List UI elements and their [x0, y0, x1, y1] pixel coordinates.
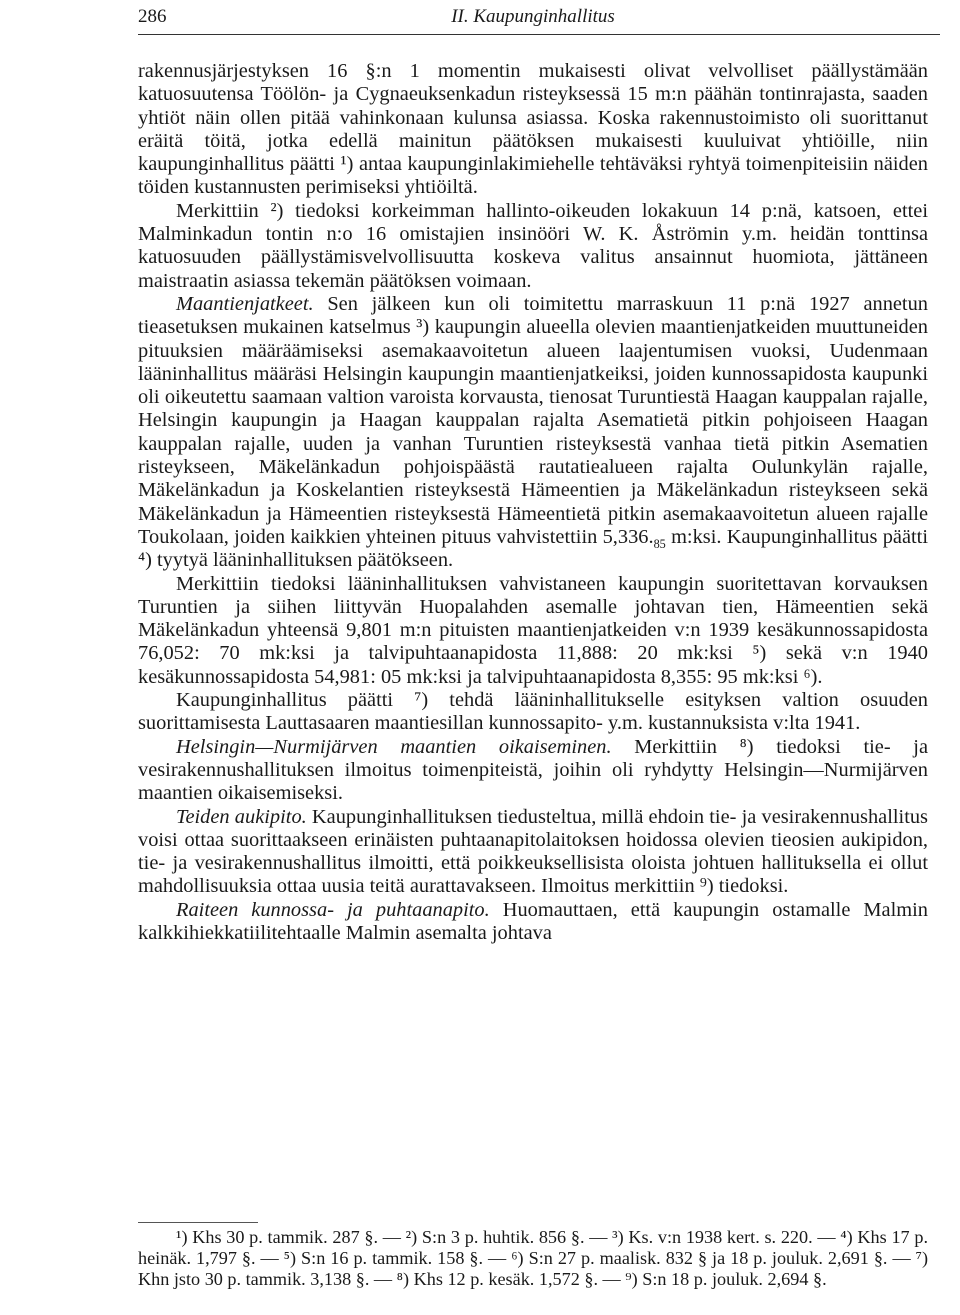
paragraph-text: m:ksi. Kaupunginhallitus päätti ⁴) tyytyä lääninhallituksen päätökseen. [138, 525, 928, 572]
paragraph-6 [138, 736, 928, 806]
paragraph-3 [138, 293, 928, 573]
paragraph-4 [138, 573, 928, 689]
paragraph-2 [138, 200, 928, 293]
paragraph-text: Kaupunginhallitus päätti ⁷) tehdä lääninhallitukselle esityksen valtion osuuden suorittamisesta Lauttasaaren maantiesillan kunnossapito- y.m. kustannuksista v:lta 1941. [138, 689, 928, 735]
paragraph-5 [138, 689, 928, 736]
paragraph-text: Kaupunginhallituksen tiedusteltua, millä ehdoin tie- ja vesirakennushallitus voisi ottaa suorittaakseen erinäisten puhtaanapitolaitoksen hoidossa olevien tieosien aukipidon, tie- ja vesirakennushallitus ilmoitti, että poikkeuksellisista oloista johtuen hallituksella ei ollut mahdollisuuksia ottaa uusia teitä aurattavakseen. Ilmoitus merkittiin ⁹) tiedoksi. [138, 805, 928, 898]
paragraph-text: Sen jälkeen kun oli toimitettu marraskuun 11 p:nä 1927 annetun tieasetuksen mukainen katselmus ³) kaupungin alueella olevien maantienjatkeiden muuttuneiden pituuksien määräämiseksi asemakaavoitetun alueen laajentumisen vuoksi, Uudenmaan lääninhallitus määräsi Helsingin kaupungin maantienjatkeiksi, joiden kunnossapidosta kaupunki oli oikeutettu saamaan valtion varoista korvausta, tienosat Turuntiestä Haagan kauppalan rajalle, Helsingin kaupungin ja Haagan kauppalan rajalta Asematietä pitkin pohjoiseen Haagan kauppalan rajalle, uuden ja vanhan Turuntien risteyksestä vanhaa tietä pitkin Asematien risteykseen, Mäkelänkadun pohjoispäästä rautatiealueen rajalta Oulunkylän rajalle, Mäkelänkadun ja Koskelantien risteyksestä Hämeentien ja Mäkelänkadun risteykseen sekä Mäkelänkadun ja Hämeentien risteyksestä Hämeentietä pitkin asemakaavoitetun alueen rajalle Toukolaan, joiden kaikkien yhteinen pituus vahvistettiin 5,336. [138, 292, 928, 548]
page-header [138, 4, 928, 32]
paragraph-text: Huomauttaen, että kaupungin ostamalle Malmin kalkkihiekkatiilitehtaalle Malmin asemalta johtava [138, 898, 928, 944]
section-lead: Helsingin—Nurmijärven maantien oikaiseminen. [176, 735, 612, 758]
paragraph-text: Merkittiin ²) tiedoksi korkeimman hallinto-oikeuden lokakuun 14 p:nä, katsoen, ettei Malminkadun tontin n:o 16 omistajien insinööri W. K. Åströmin y.m. heidän tonttinsa katuosuuden päällystämisvelvollisuutta koskeva valitus ansainnut huomiota, jättäneen maistraatin asiassa tekemän päätöksen voimaan. [138, 199, 928, 292]
paragraph-8 [138, 899, 928, 946]
page-number: 286 [138, 6, 167, 27]
section-lead: Raiteen kunnossa- ja puhtaanapito. [176, 898, 490, 921]
paragraph-7 [138, 806, 928, 899]
section-lead: Maantienjatkeet. [176, 292, 314, 315]
paragraph-1 [138, 60, 928, 200]
body-text [138, 60, 928, 945]
decimal-subscript: 85 [653, 537, 666, 552]
footnote-text: ¹) Khs 30 p. tammik. 287 §. — ²) S:n 3 p. huhtik. 856 §. — ³) Ks. v:n 1938 kert. s. 220. — ⁴) Khs 17 p. heinäk. 1,797 §. — ⁵) S:n 16 p. tammik. 158 §. — ⁶) S:n 27 p. maalisk. 832 § ja 18 p. jouluk. 2,691 §. — ⁷) Khn jsto 30 p. tammik. 3,138 §. — ⁸) Khs 12 p. kesäk. 1,572 §. — ⁹) S:n 18 p. jouluk. 2,694 §. [138, 1227, 928, 1289]
running-head: II. Kaupunginhallitus [451, 6, 615, 27]
footnote-rule [138, 1222, 258, 1223]
header-rule [138, 34, 940, 35]
section-lead: Teiden aukipito. [176, 805, 307, 828]
paragraph-text: Merkittiin ⁸) tiedoksi tie- ja vesirakennushallituksen ilmoitus toimenpiteistä, joihin oli ryhdytty Helsingin—Nurmijärven maantien oikaisemiseksi. [138, 735, 929, 805]
footnotes [138, 1227, 928, 1290]
paragraph-text: Merkittiin tiedoksi lääninhallituksen vahvistaneen kaupungin suoritettavan korvauksen Turuntien ja siihen liittyvän Huopalahden asemalle johtavan tien, Hämeentien sekä Mäkelänkadun yhteensä 9,801 m:n pituisten maantienjatkeiden v:n 1939 kesäkunnossapidosta 76,052: 70 mk:ksi ja talvipuhtaanapidosta 11,888: 20 mk:ksi ⁵) sekä v:n 1940 kesäkunnossapidosta 54,981: 05 mk:ksi ja talvipuhtaanapidosta 8,355: 95 mk:ksi ⁶). [138, 572, 928, 688]
paragraph-text: rakennusjärjestyksen 16 §:n 1 momentin mukaisesti olivat velvolliset päällystämään katuosuutensa Töölön- ja Cygnaeuksenkadun risteyksessä 15 m:n päähän tontinrajasta, saaden yhtiöt näin ollen pitää vahinkonaan kulunsa asiassa. Koska rakennustoimisto oli suorittanut eräitä töitä, jotka edellä mainitun päätöksen mukaisesti kuuluivat yhtiöille, niin kaupunginhallitus päätti ¹) antaa kaupunginlakimiehelle tehtäväksi ryhtyä toimenpiteisiin näiden töiden kustannusten perimiseksi yhtiöiltä. [138, 60, 928, 199]
